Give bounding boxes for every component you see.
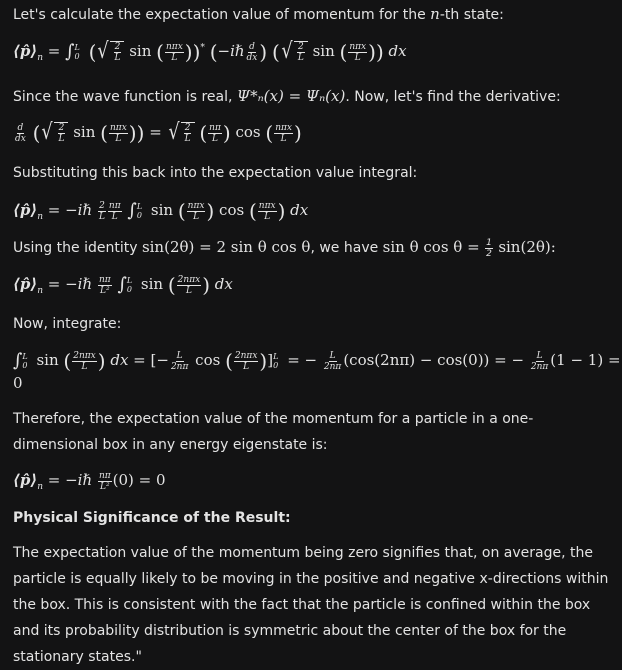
equals: = xyxy=(47,42,61,60)
psi-relation: Ψ*ₙ(x) = Ψₙ(x) xyxy=(236,87,346,105)
equation-4: $⟨p̂⟩_n$ = −iℏ $\frac{n\pi}{\text{L²}}$ ∫ L 0 sin ( $\frac{\text{2nπx}}{L}$ ) dx xyxy=(13,273,233,297)
equation-5: ∫ L 0 sin ( $\frac{\text{2nπx}}{L}$ ) dx = [− $\frac{L}{2n\pi}$ cos ( $\frac{\text{2nπx}}{L}$ )] L 0 = − $\frac{L}{2n\pi}$ (cos(2nπ) − cos(0)) = − $\frac{L}{2n\pi}$ (1 − 1) = xyxy=(13,349,621,373)
significance-paragraph: The expectation value of the momentum being zero signifies that, on average, the particle is equally likely to be moving in the positive and negative x-directions within the box. This is consistent with the fact that the particle is confined within the box and its probability distribution is symmetric about the center of the box for the stationary states." xyxy=(13,545,609,665)
line-3: Substituting this back into the expectation value integral: xyxy=(13,165,418,181)
integral-sign: ∫ xyxy=(65,41,75,62)
equation-1: $⟨p̂⟩_n$ = ∫ L 0 ( √ $\frac{2}{L}$ sin ( $\frac{\text{nπx}}{L}$ ))* (−iℏ $\frac{d}{dx}$ ) ( √ $\frac{2}{L}$ sin ( $\frac{\text{nπx}}{L}$ )) dx xyxy=(13,39,407,64)
dx: dx xyxy=(388,42,407,60)
equation-5-result: 0 xyxy=(13,374,23,392)
equation-2: $\frac{d}{dx}$ ( √ $\frac{2}{L}$ sin ( $\frac{\text{nπx}}{L}$ )) = √ $\frac{2}{L}$ ( $\frac{n\pi}{L}$ ) cos ( $\frac{\text{nπx}}{L}$ ) xyxy=(15,120,302,145)
section-heading: Physical Significance of the Result: xyxy=(13,510,291,526)
integral-limits: L 0 xyxy=(74,43,80,61)
line-4: Using the identity sin(2θ) = 2 sin θ cos θ, we have sin θ cos θ = $\frac{1}{2}$ sin(2θ): xyxy=(13,237,556,259)
p-hat: ⟨p̂⟩ xyxy=(13,42,38,60)
sub-n: n xyxy=(37,53,43,63)
intro-end: -th state: xyxy=(439,7,504,23)
equation-6: $⟨p̂⟩_n$ = −iℏ $\frac{n\pi}{\text{L²}}$ (0) = 0 xyxy=(13,470,166,492)
line-5: Now, integrate: xyxy=(13,316,122,332)
intro-text: Let's calculate the expectation value of momentum for the xyxy=(13,7,426,23)
conclusion-paragraph: Therefore, the expectation value of the momentum for a particle in a one-dimensional box in any energy eigenstate is: xyxy=(13,411,534,453)
equation-3: $⟨p̂⟩_n$ = −iℏ $\frac{2}{L}$ $\frac{n\pi}{L}$ ∫ L 0 sin ( $\frac{\text{nπx}}{L}$ ) cos ( $\frac{\text{nπx}}{L}$ ) dx xyxy=(13,199,309,223)
identity: sin(2θ) = 2 sin θ cos θ xyxy=(141,238,311,256)
sqrt: √ $\frac{2}{L}$ xyxy=(96,41,124,63)
sin: sin xyxy=(129,42,152,60)
line-2: Since the wave function is real, Ψ*ₙ(x) = Ψₙ(x). Now, let's find the derivative: xyxy=(13,87,561,105)
intro-line xyxy=(13,4,504,25)
intro-var: n xyxy=(430,5,440,23)
